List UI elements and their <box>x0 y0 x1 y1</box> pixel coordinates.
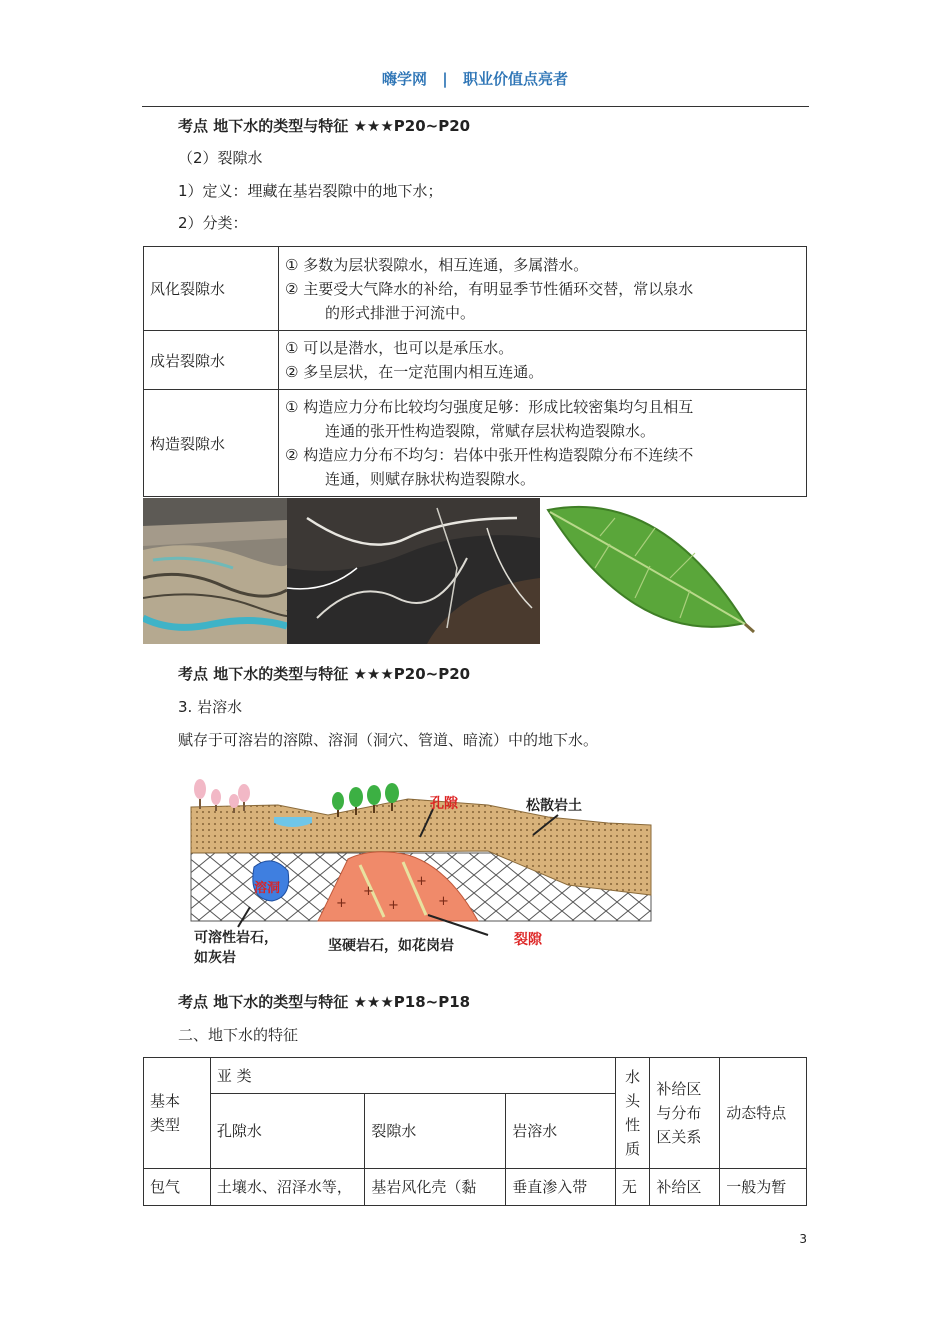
fissure-water-table <box>143 246 807 497</box>
section3-sub: 二、地下水的特征 <box>178 1026 299 1044</box>
loose-soil-label: 松散岩土 <box>526 798 582 814</box>
svg-text:+: + <box>336 896 347 911</box>
table-cell: 土壤水、沼泽水等， <box>210 1169 365 1206</box>
desc-cell: ① 多数为层状裂隙水，相互连通，多属潜水。 ② 主要受大气降水的补给，有明显季节性循环交替，常以泉水 的形式排泄于河流中。 <box>279 247 807 331</box>
section2-sub: 3. 岩溶水 <box>178 698 243 716</box>
table-row <box>144 390 807 497</box>
hard-rock-label: 坚硬岩石，如花岗岩 <box>328 938 454 954</box>
page-number: 3 <box>799 1232 807 1246</box>
table-cell: 垂直渗入带 <box>506 1169 616 1206</box>
weathered-rock-photo <box>143 498 287 644</box>
fissure-water-header: 裂隙水 <box>365 1094 506 1169</box>
cave-label: 溶洞 <box>254 881 281 896</box>
svg-text:+: + <box>416 874 427 889</box>
desc-cell: ① 可以是潜水，也可以是承压水。 ② 多呈层状，在一定范围内相互连通。 <box>279 331 807 390</box>
header-rule <box>142 106 809 107</box>
site-slogan: 职业价值点亮者 <box>462 70 568 88</box>
pore-label: 孔隙 <box>430 796 458 812</box>
section2-text: 赋存于可溶岩的溶隙、溶洞（洞穴、管道、暗流）中的地下水。 <box>178 731 599 749</box>
svg-text:+: + <box>363 884 374 899</box>
soluble-rock-label: 可溶性岩石， <box>194 930 278 946</box>
karst-water-header: 岩溶水 <box>506 1094 616 1169</box>
desc-cell: ① 构造应力分布比较均匀强度足够：形成比较密集均匀且相互 连通的张开性构造裂隙，常赋存层状构造裂隙水。 ② 构造应力分布不均匀：岩体中张开性构造裂隙分布不连续不 连通，则赋存脉状构造裂隙水。 <box>279 390 807 497</box>
svg-text:+: + <box>438 894 449 909</box>
svg-text:+: + <box>388 898 399 913</box>
recharge-relation-header: 补给区 与分布 区关系 <box>650 1058 720 1169</box>
site-name: 嗨学网 <box>382 70 428 88</box>
groundwater-characteristics-table <box>143 1057 807 1206</box>
subclass-header: 亚 类 <box>210 1058 615 1094</box>
table-row <box>144 247 807 331</box>
type-cell: 成岩裂隙水 <box>144 331 279 390</box>
karst-diagram <box>188 767 654 972</box>
section3-heading: 考点 地下水的类型与特征 ★★★P18~P18 <box>178 993 471 1011</box>
dynamic-header: 动态特点 <box>720 1058 807 1169</box>
veined-rock-photo <box>287 498 540 644</box>
section1-definition: 1）定义：埋藏在基岩裂隙中的地下水； <box>178 182 443 200</box>
table-cell: 基岩风化壳（黏 <box>365 1169 506 1206</box>
table-row <box>144 1169 807 1206</box>
table-cell: 无 <box>615 1169 649 1206</box>
fissure-label: 裂隙 <box>514 932 542 948</box>
head-nature-header: 水 头 性 质 <box>615 1058 649 1169</box>
leaf-photo <box>540 498 760 644</box>
section1-sub: （2）裂隙水 <box>178 149 263 167</box>
type-cell: 构造裂隙水 <box>144 390 279 497</box>
header-separator: | <box>442 70 448 88</box>
soluble-rock-example: 如灰岩 <box>194 950 236 966</box>
page-header <box>0 68 950 89</box>
table-cell: 包气 <box>144 1169 211 1206</box>
table-cell: 一般为暂 <box>720 1169 807 1206</box>
section1-heading: 考点 地下水的类型与特征 ★★★P20~P20 <box>178 117 471 135</box>
type-cell: 风化裂隙水 <box>144 247 279 331</box>
section1-classification: 2）分类： <box>178 214 248 232</box>
table-row <box>144 1058 807 1094</box>
pore-water-header: 孔隙水 <box>210 1094 365 1169</box>
section2-heading: 考点 地下水的类型与特征 ★★★P20~P20 <box>178 665 471 683</box>
table-row <box>144 331 807 390</box>
basic-type-header: 基本 类型 <box>144 1058 211 1169</box>
table-cell: 补给区 <box>650 1169 720 1206</box>
